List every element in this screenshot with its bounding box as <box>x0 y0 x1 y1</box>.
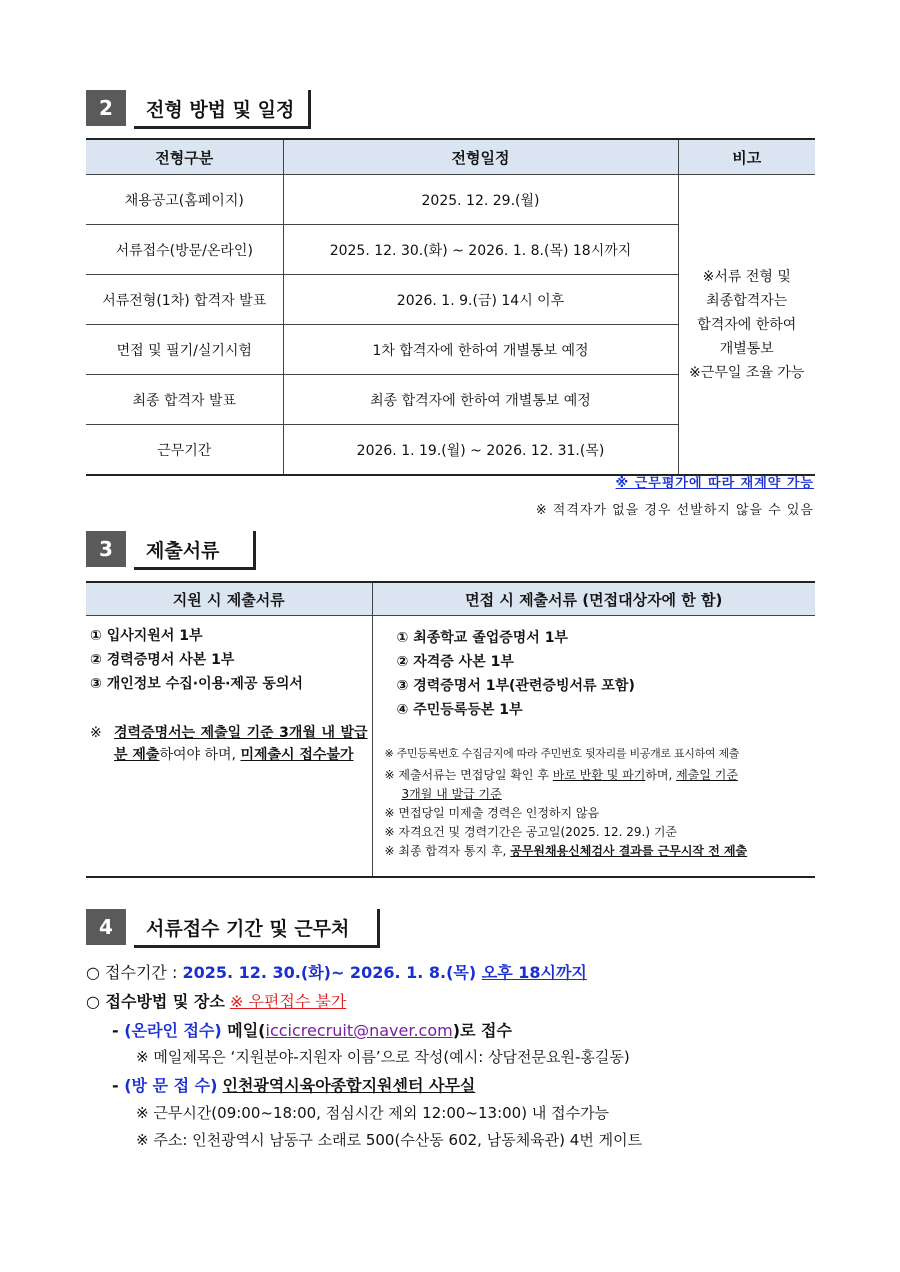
period-label: ○ 접수기간 : <box>86 963 183 982</box>
section-3-header <box>86 531 256 570</box>
career-note-bold: 미제출시 접수불가 <box>240 747 354 763</box>
visit-note: ※ 근무시간(09:00~18:00, 점심시간 제외 12:00~13:00) 내 접수가능 <box>136 1104 610 1122</box>
doc-item: ① 최종학교 졸업증명서 1부 <box>396 630 568 646</box>
career-note-text: 하여야 하며, <box>159 747 241 763</box>
interview-note: ※ 자격요건 및 경력기간은 공고일(2025. 12. 29.) 기준 <box>384 825 678 839</box>
column-header: 지원 시 제출서류 <box>86 582 372 616</box>
doc-item: ② 경력증명서 사본 1부 <box>90 652 235 668</box>
career-note-bold: 경력증명서는 제출일 기준 3개월 내 발급분 제출 <box>114 725 368 763</box>
documents-table <box>86 581 815 878</box>
column-header: 전형구분 <box>86 139 283 175</box>
row-kind: 서류전형(1차) 합격자 발표 <box>86 275 283 325</box>
row-kind: 면접 및 필기/실기시험 <box>86 325 283 375</box>
remark-line: 합격자에 한하여 <box>697 316 797 333</box>
column-header: 비고 <box>678 139 815 175</box>
remark-line: ※서류 전형 및 <box>702 268 791 285</box>
no-selection-note: ※ 적격자가 없을 경우 선발하지 않을 수 있음 <box>535 503 814 518</box>
column-header: 전형일정 <box>283 139 678 175</box>
visit-label: (방 문 접 수) <box>124 1076 218 1095</box>
section-title: 전형 방법 및 일정 <box>134 90 311 129</box>
section-2-header <box>86 90 311 129</box>
doc-item: ③ 개인정보 수집·이용·제공 동의서 <box>90 676 303 692</box>
remark-line: 개별통보 <box>719 340 774 357</box>
period-value: 2025. 12. 30.(화)~ 2026. 1. 8.(목) <box>182 963 482 982</box>
method-line <box>86 989 346 1012</box>
row-schedule: 1차 합격자에 한하여 개별통보 예정 <box>283 325 678 375</box>
renewal-note: ※ 근무평가에 따라 재계약 가능 <box>615 476 814 491</box>
section-number: 2 <box>86 90 126 126</box>
period-line <box>86 960 587 983</box>
row-kind: 서류접수(방문/온라인) <box>86 225 283 275</box>
row-kind: 최종 합격자 발표 <box>86 375 283 425</box>
section-title: 서류접수 기간 및 근무처 <box>134 909 380 948</box>
career-note <box>90 722 368 766</box>
row-schedule: 2025. 12. 29.(월) <box>283 175 678 225</box>
interview-note: 3개월 내 발급 기준 <box>401 787 502 801</box>
schedule-table <box>86 138 815 476</box>
visit-line: - (방 문 접 수) 인천광역시육아종합지원센터 사무실 <box>112 1076 476 1095</box>
row-schedule: 2025. 12. 30.(화) ~ 2026. 1. 8.(목) 18시까지 <box>283 225 678 275</box>
interview-note: ※ 주민등록번호 수집금지에 따라 주민번호 뒷자리를 비공개로 표시하여 제출 <box>384 747 740 760</box>
method-warning: ※ 우편접수 불가 <box>229 992 347 1011</box>
note-mark: ※ <box>90 725 102 741</box>
section-4-header <box>86 909 380 948</box>
row-schedule: 2026. 1. 19.(월) ~ 2026. 12. 31.(목) <box>283 425 678 476</box>
email-link[interactable]: iccicrecruit@naver.com <box>265 1021 453 1040</box>
table-header-row <box>86 139 815 175</box>
row-kind: 근무기간 <box>86 425 283 476</box>
visit-place: 인천광역시육아종합지원센터 사무실 <box>222 1076 476 1095</box>
table-row <box>86 616 815 878</box>
row-schedule: 최종 합격자에 한하여 개별통보 예정 <box>283 375 678 425</box>
doc-item: ① 입사지원서 1부 <box>90 628 203 644</box>
section-number: 3 <box>86 531 126 567</box>
online-label: (온라인 접수) <box>124 1021 222 1040</box>
section-title: 제출서류 <box>134 531 256 570</box>
application-docs-cell <box>86 616 372 878</box>
period-time: 오후 18시까지 <box>481 963 587 982</box>
doc-item: ④ 주민등록등본 1부 <box>396 702 523 718</box>
interview-docs-cell <box>372 616 815 878</box>
doc-item: ③ 경력증명서 1부(관련증빙서류 포함) <box>396 678 635 694</box>
interview-note: ※ 면접당일 미제출 경력은 인정하지 않음 <box>384 806 600 820</box>
row-schedule: 2026. 1. 9.(금) 14시 이후 <box>283 275 678 325</box>
table-header-row <box>86 582 815 616</box>
doc-item: ② 자격증 사본 1부 <box>396 654 514 670</box>
interview-note: ※ 최종 합격자 통지 후, 공무원채용신체검사 결과를 근무시작 전 제출 <box>384 844 748 858</box>
section-number: 4 <box>86 909 126 945</box>
remark-line: ※근무일 조율 가능 <box>689 364 805 381</box>
table-row <box>86 175 815 225</box>
interview-note: ※ 제출서류는 면접당일 확인 후 바로 반환 및 파기하며, 제출일 기준 <box>384 768 738 782</box>
method-label: ○ 접수방법 및 장소 <box>86 992 225 1011</box>
column-header: 면접 시 제출서류 (면접대상자에 한 함) <box>372 582 815 616</box>
visit-note: ※ 주소: 인천광역시 남동구 소래로 500(수산동 602, 남동체육관) 4번 게이트 <box>136 1131 643 1149</box>
online-note: ※ 메일제목은 ‘지원분야-지원자 이름’으로 작성(예시: 상담전문요원-홍길동) <box>136 1048 630 1066</box>
remark-cell <box>678 175 815 476</box>
row-kind: 채용공고(홈페이지) <box>86 175 283 225</box>
remark-line: 최종합격자는 <box>706 292 788 309</box>
online-line: - (온라인 접수) 메일(iccicrecruit@naver.com)로 접수 <box>112 1021 512 1040</box>
